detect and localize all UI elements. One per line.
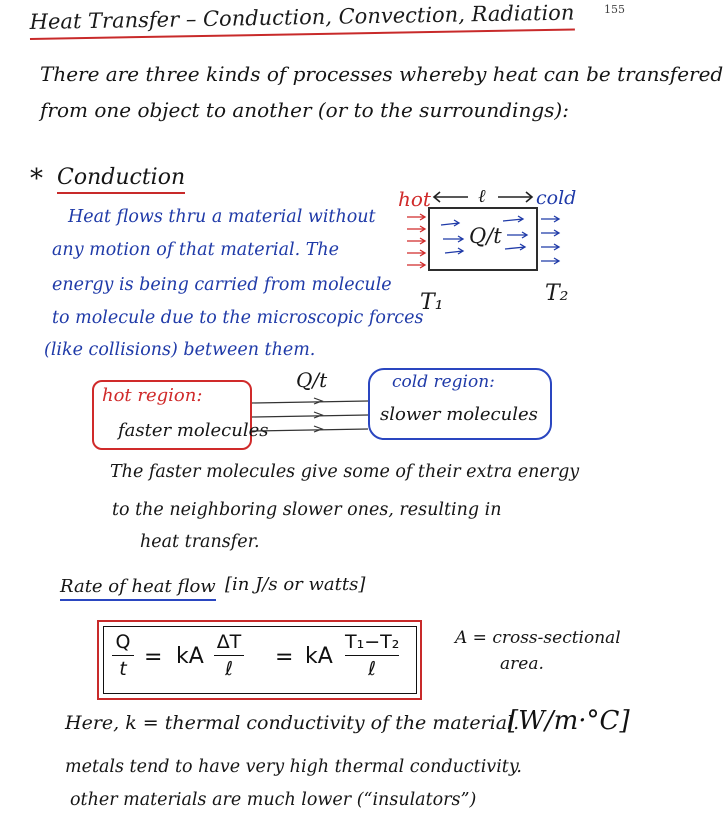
diagram-flow-label: Q/t bbox=[469, 224, 502, 248]
metals-note: metals tend to have very high thermal conductivity. bbox=[65, 757, 522, 777]
conductivity-units: [W/m·°C] bbox=[508, 706, 630, 736]
fraction-bar bbox=[112, 655, 134, 656]
diagram-cold-label: cold bbox=[536, 187, 577, 209]
diagram-length-label: ℓ bbox=[478, 186, 486, 207]
thermal-conductivity-definition: Here, k = thermal conductivity of the material. bbox=[65, 712, 520, 734]
explanation-line-1: The faster molecules give some of their extra energy bbox=[110, 462, 580, 482]
cold-region-text: slower molecules bbox=[380, 404, 538, 425]
fraction-denominator: t bbox=[119, 658, 127, 680]
diagram-hot-label: hot bbox=[398, 187, 431, 211]
conduction-description-line-1: Heat flows thru a material without bbox=[68, 207, 376, 227]
page-title: Heat Transfer – Conduction, Convection, Radiation bbox=[29, 0, 574, 40]
fraction-bar bbox=[214, 655, 244, 656]
bullet-star: * bbox=[30, 164, 43, 194]
hot-region-text: faster molecules bbox=[118, 420, 269, 441]
diagram-t2-label: T₂ bbox=[545, 281, 569, 306]
explanation-line-3: heat transfer. bbox=[140, 532, 260, 552]
insulators-note: other materials are much lower (“insulators”) bbox=[70, 790, 477, 810]
rate-units: [in J/s or watts] bbox=[225, 574, 366, 595]
fraction-q-over-t bbox=[112, 631, 134, 680]
fraction-numerator: T₁−T₂ bbox=[345, 631, 400, 653]
explanation-line-2: to the neighboring slower ones, resulting in bbox=[112, 500, 502, 520]
fraction-delta-t-over-l bbox=[214, 631, 244, 680]
conduction-description-line-2: any motion of that material. The bbox=[52, 240, 340, 260]
fraction-bar bbox=[345, 655, 399, 656]
fraction-numerator: ΔT bbox=[216, 631, 242, 653]
area-note-line-2: area. bbox=[500, 654, 544, 674]
fraction-temp-diff-over-l bbox=[345, 631, 399, 680]
cold-region-title: cold region: bbox=[392, 372, 495, 392]
equals-sign: = bbox=[275, 645, 294, 670]
conduction-heading: Conduction bbox=[57, 165, 185, 194]
page-number: 155 bbox=[604, 3, 625, 16]
area-note-line-1: A = cross-sectional bbox=[455, 628, 621, 648]
rate-heading: Rate of heat flow bbox=[60, 576, 216, 601]
intro-line-1: There are three kinds of processes whereby heat can be transfered bbox=[40, 62, 723, 86]
fraction-denominator: ℓ bbox=[225, 658, 233, 680]
hot-region-title: hot region: bbox=[102, 385, 203, 406]
fraction-numerator: Q bbox=[115, 631, 131, 653]
region-flow-arrows bbox=[252, 395, 370, 445]
conduction-description-line-5: (like collisions) between them. bbox=[44, 340, 316, 360]
conduction-description-line-4: to molecule due to the microscopic forces bbox=[52, 308, 424, 328]
ka-term: kA bbox=[176, 644, 204, 669]
region-flow-label: Q/t bbox=[296, 368, 328, 392]
equals-sign: = bbox=[144, 645, 163, 670]
intro-line-2: from one object to another (or to the surroundings): bbox=[40, 98, 569, 122]
diagram-t1-label: T₁ bbox=[420, 290, 444, 315]
fraction-denominator: ℓ bbox=[368, 658, 376, 680]
ka-term: kA bbox=[305, 644, 333, 669]
conduction-description-line-3: energy is being carried from molecule bbox=[52, 275, 392, 295]
